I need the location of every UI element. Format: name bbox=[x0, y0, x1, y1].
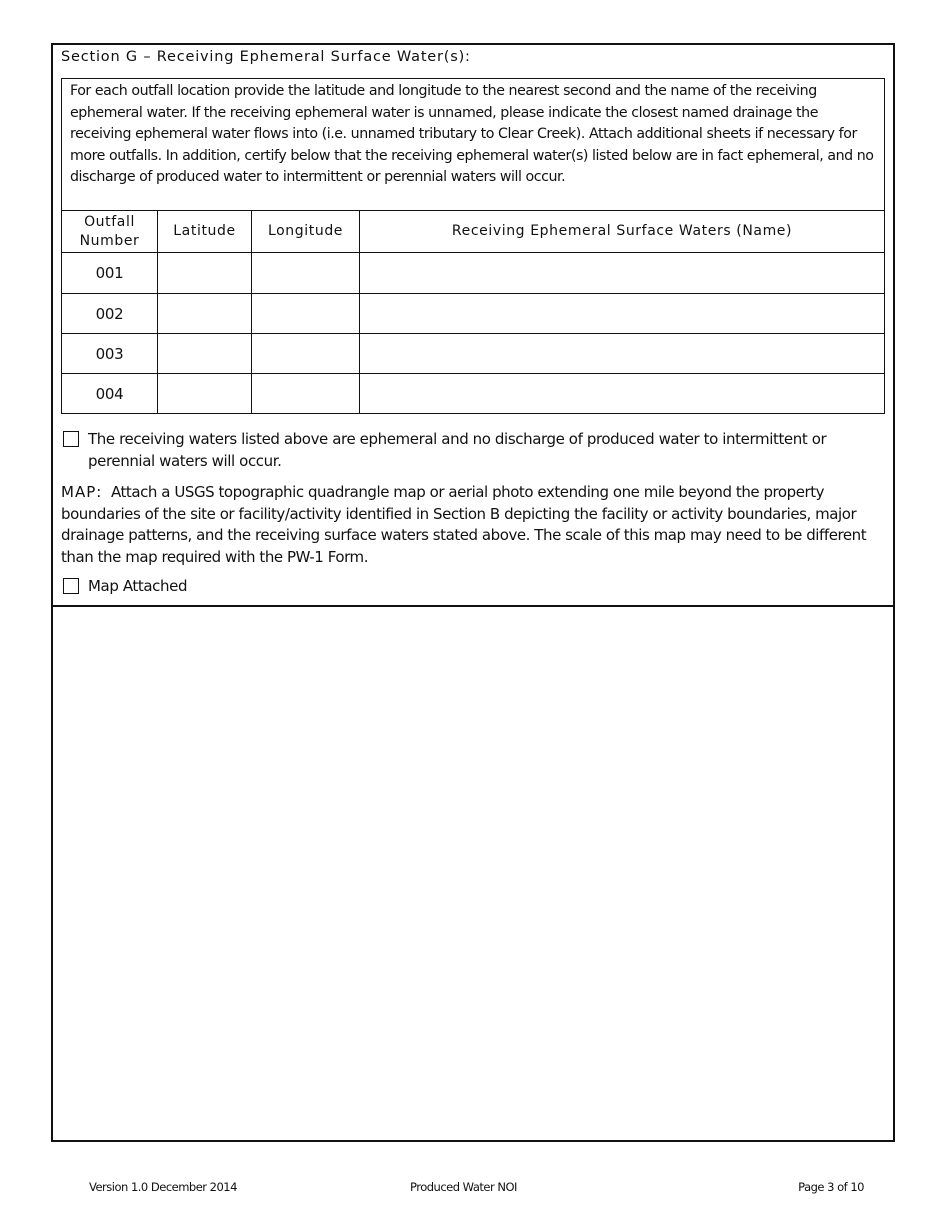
footer-page-number: Page 3 of 10 bbox=[798, 1180, 864, 1194]
header-outfall-number: Outfall Number bbox=[62, 211, 158, 253]
outfall-number-cell: 001 bbox=[62, 253, 158, 294]
longitude-field[interactable] bbox=[252, 334, 360, 374]
latitude-field[interactable] bbox=[158, 253, 252, 294]
map-attachment-area bbox=[53, 607, 893, 1140]
map-attached-checkbox[interactable] bbox=[63, 578, 79, 594]
outfall-number-cell: 003 bbox=[62, 334, 158, 374]
header-receiving-waters: Receiving Ephemeral Surface Waters (Name) bbox=[360, 211, 885, 253]
map-attached-label: Map Attached bbox=[88, 577, 188, 595]
map-label: MAP: bbox=[61, 483, 103, 501]
outfall-table bbox=[61, 210, 885, 414]
table-row bbox=[62, 294, 885, 334]
longitude-field[interactable] bbox=[252, 253, 360, 294]
header-latitude: Latitude bbox=[158, 211, 252, 253]
map-attached bbox=[63, 576, 187, 598]
ephemeral-certification-label: The receiving waters listed above are ephemeral and no discharge of produced water to intermittent or perennial waters will occur. bbox=[88, 430, 827, 470]
instructions-text: For each outfall location provide the latitude and longitude to the nearest second and the name of the receiving ephemeral water. If the receiving ephemeral water is unnamed, please indicate the closest named drainage the receiving ephemeral water flows into (i.e. unnamed tributary to Clear Creek). Attach additional sheets if necessary for more outfalls. In addition, certify below that the receiving ephemeral water(s) listed below are in fact ephemeral, and no discharge of produced water to intermittent or perennial waters will occur. bbox=[61, 78, 885, 210]
latitude-field[interactable] bbox=[158, 374, 252, 414]
ephemeral-certification bbox=[63, 429, 863, 472]
receiving-waters-field[interactable] bbox=[360, 253, 885, 294]
receiving-waters-field[interactable] bbox=[360, 294, 885, 334]
ephemeral-certification-checkbox[interactable] bbox=[63, 431, 79, 447]
section-g bbox=[53, 45, 893, 607]
table-row bbox=[62, 374, 885, 414]
table-row bbox=[62, 334, 885, 374]
header-longitude: Longitude bbox=[252, 211, 360, 253]
table-header-row bbox=[62, 211, 885, 253]
latitude-field[interactable] bbox=[158, 334, 252, 374]
footer-version: Version 1.0 December 2014 bbox=[89, 1180, 237, 1194]
table-row bbox=[62, 253, 885, 294]
map-instructions-paragraph bbox=[61, 482, 887, 568]
section-title: Section G – Receiving Ephemeral Surface Water(s): bbox=[61, 49, 471, 65]
outfall-number-cell: 002 bbox=[62, 294, 158, 334]
latitude-field[interactable] bbox=[158, 294, 252, 334]
map-instructions: Attach a USGS topographic quadrangle map or aerial photo extending one mile beyond the property boundaries of the site or facility/activity identified in Section B depicting the facility or activity boundaries, major drainage patterns, and the receiving surface waters stated above. The scale of this map may need to be different than the map required with the PW-1 Form. bbox=[61, 483, 867, 566]
longitude-field[interactable] bbox=[252, 294, 360, 334]
form-frame bbox=[51, 43, 895, 1142]
receiving-waters-field[interactable] bbox=[360, 374, 885, 414]
footer-form-name: Produced Water NOI bbox=[410, 1180, 517, 1194]
receiving-waters-field[interactable] bbox=[360, 334, 885, 374]
longitude-field[interactable] bbox=[252, 374, 360, 414]
outfall-number-cell: 004 bbox=[62, 374, 158, 414]
